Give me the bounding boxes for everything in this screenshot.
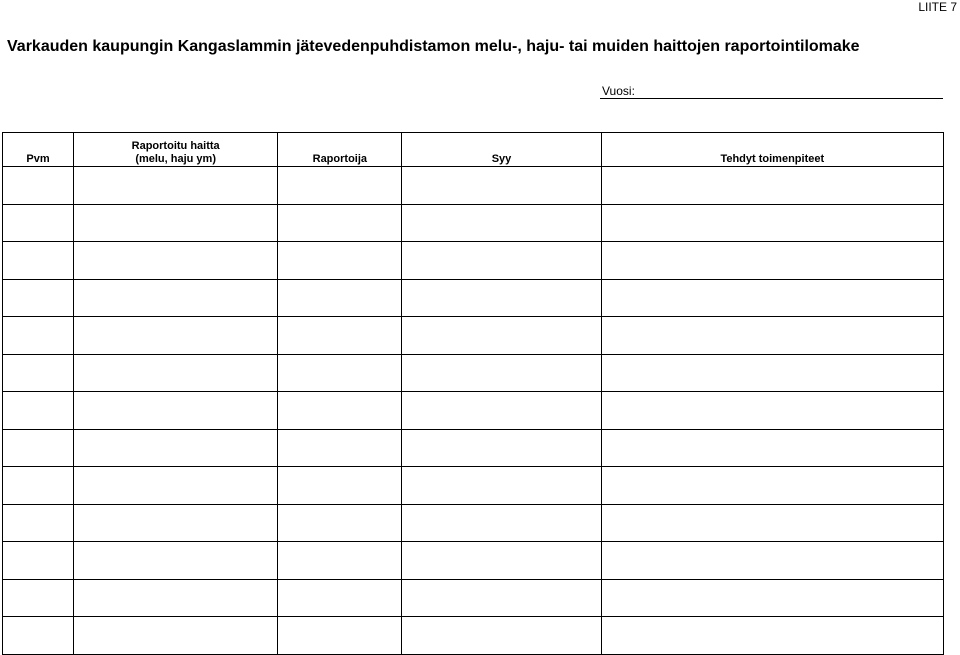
reporter-cell[interactable] (278, 542, 402, 580)
date-cell[interactable] (3, 317, 74, 355)
table-row (3, 429, 944, 467)
date-cell[interactable] (3, 617, 74, 655)
date-cell[interactable] (3, 279, 74, 317)
reported-cell[interactable] (74, 392, 278, 430)
reporter-cell[interactable] (278, 317, 402, 355)
date-cell[interactable] (3, 167, 74, 205)
reporter-cell[interactable] (278, 167, 402, 205)
cause-cell[interactable] (402, 242, 601, 280)
cause-cell[interactable] (402, 392, 601, 430)
actions-cell[interactable] (601, 467, 943, 505)
header-actions: Tehdyt toimenpiteet (601, 133, 943, 167)
date-cell[interactable] (3, 542, 74, 580)
reported-cell[interactable] (74, 579, 278, 617)
reported-cell[interactable] (74, 354, 278, 392)
date-cell[interactable] (3, 504, 74, 542)
reporter-cell[interactable] (278, 429, 402, 467)
cause-cell[interactable] (402, 167, 601, 205)
reporter-cell[interactable] (278, 504, 402, 542)
actions-cell[interactable] (601, 617, 943, 655)
year-label: Vuosi: (602, 84, 635, 98)
reported-cell[interactable] (74, 429, 278, 467)
page-title: Varkauden kaupungin Kangaslammin jätevedenpuhdistamon melu-, haju- tai muiden haittojen raportointilomake (7, 38, 860, 55)
year-field[interactable] (600, 84, 943, 99)
cause-cell[interactable] (402, 279, 601, 317)
table-row (3, 354, 944, 392)
cause-cell[interactable] (402, 617, 601, 655)
actions-cell[interactable] (601, 317, 943, 355)
reporter-cell[interactable] (278, 242, 402, 280)
actions-cell[interactable] (601, 504, 943, 542)
reported-cell[interactable] (74, 504, 278, 542)
actions-cell[interactable] (601, 354, 943, 392)
cause-cell[interactable] (402, 354, 601, 392)
table-row (3, 542, 944, 580)
cause-cell[interactable] (402, 467, 601, 505)
cause-cell[interactable] (402, 317, 601, 355)
table-row (3, 504, 944, 542)
actions-cell[interactable] (601, 279, 943, 317)
cause-cell[interactable] (402, 429, 601, 467)
cause-cell[interactable] (402, 542, 601, 580)
reporter-cell[interactable] (278, 354, 402, 392)
reporter-cell[interactable] (278, 392, 402, 430)
actions-cell[interactable] (601, 242, 943, 280)
table-row (3, 392, 944, 430)
table-row (3, 242, 944, 280)
date-cell[interactable] (3, 242, 74, 280)
cause-cell[interactable] (402, 204, 601, 242)
header-cause: Syy (402, 133, 601, 167)
reported-cell[interactable] (74, 167, 278, 205)
reported-cell[interactable] (74, 617, 278, 655)
actions-cell[interactable] (601, 392, 943, 430)
actions-cell[interactable] (601, 429, 943, 467)
header-reporter: Raportoija (278, 133, 402, 167)
table-row (3, 579, 944, 617)
reporter-cell[interactable] (278, 467, 402, 505)
date-cell[interactable] (3, 354, 74, 392)
actions-cell[interactable] (601, 167, 943, 205)
header-reported-nuisance (74, 133, 278, 167)
reported-cell[interactable] (74, 317, 278, 355)
cause-cell[interactable] (402, 579, 601, 617)
header-reported-line1: Raportoitu haitta (131, 140, 220, 152)
header-reported-line2: (melu, haju ym) (135, 153, 216, 165)
reported-cell[interactable] (74, 279, 278, 317)
date-cell[interactable] (3, 204, 74, 242)
table-row (3, 204, 944, 242)
actions-cell[interactable] (601, 579, 943, 617)
table-row (3, 279, 944, 317)
actions-cell[interactable] (601, 542, 943, 580)
actions-cell[interactable] (601, 204, 943, 242)
reported-cell[interactable] (74, 242, 278, 280)
date-cell[interactable] (3, 579, 74, 617)
reported-cell[interactable] (74, 204, 278, 242)
header-row (3, 133, 944, 167)
reporter-cell[interactable] (278, 279, 402, 317)
table-row (3, 167, 944, 205)
reporter-cell[interactable] (278, 617, 402, 655)
reporter-cell[interactable] (278, 579, 402, 617)
date-cell[interactable] (3, 467, 74, 505)
reporter-cell[interactable] (278, 204, 402, 242)
appendix-label: LIITE 7 (918, 0, 957, 14)
date-cell[interactable] (3, 429, 74, 467)
header-date: Pvm (3, 133, 74, 167)
report-table (2, 132, 944, 655)
reported-cell[interactable] (74, 542, 278, 580)
table-row (3, 617, 944, 655)
date-cell[interactable] (3, 392, 74, 430)
table-row (3, 317, 944, 355)
reported-cell[interactable] (74, 467, 278, 505)
table-row (3, 467, 944, 505)
cause-cell[interactable] (402, 504, 601, 542)
